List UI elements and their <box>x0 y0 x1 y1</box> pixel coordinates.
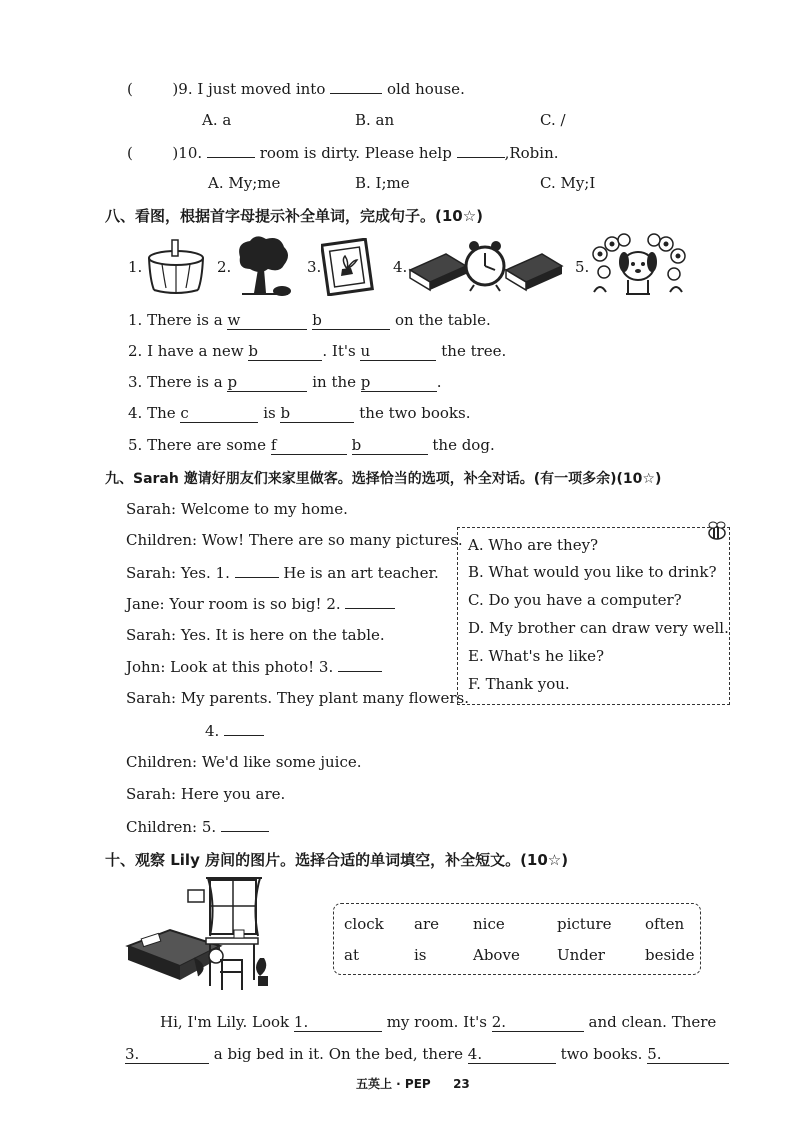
passage-line-1: Hi, I'm Lily. Look 1. my room. It's 2. and clean. There <box>160 1013 717 1031</box>
dialog-line-5: Sarah: Yes. It is here on the table. <box>126 626 385 644</box>
dialog-line-6: John: Look at this photo! 3. <box>126 657 382 676</box>
dialog-line-4: Jane: Your room is so big! 2. <box>126 594 395 613</box>
s8-sentence-3: 3. There is a p in the p . <box>128 373 442 391</box>
table-icon <box>144 236 208 298</box>
dialog-line-2: Children: Wow! There are so many pictures. <box>126 531 463 549</box>
dialog-blank-1[interactable] <box>235 563 279 578</box>
s8-sentence-2: 2. I have a new b . It's u the tree. <box>128 342 507 360</box>
word-clock: clock <box>344 915 384 933</box>
dialog-line-7: Sarah: My parents. They plant many flowers. <box>126 689 469 707</box>
q10-blank-2[interactable] <box>457 143 505 158</box>
page-number: 23 <box>453 1077 470 1091</box>
word-under: Under <box>557 946 605 964</box>
q9-option-a: A. a <box>202 111 232 129</box>
q9-answer-blank[interactable] <box>330 79 382 94</box>
passage-blank-5[interactable]: 5. <box>647 1045 729 1064</box>
q10-blank-1[interactable] <box>207 143 255 158</box>
section8-title: 八、看图，根据首字母提示补全单词，完成句子。(10☆) <box>105 207 484 225</box>
dog-and-flowers-icon <box>590 232 686 298</box>
word-bank-box <box>333 903 701 975</box>
s8-q1-blank-w[interactable]: w <box>227 311 307 330</box>
s8-q2-blank-b[interactable]: b <box>248 342 322 361</box>
dialog-blank-3[interactable] <box>338 657 382 672</box>
s8-sentence-4: 4. The c is b the two books. <box>128 404 471 422</box>
pic-label-5: 5. <box>575 258 590 276</box>
word-are: are <box>414 915 439 933</box>
s8-q4-blank-b[interactable]: b <box>280 404 354 423</box>
dialog-option-f: F. Thank you. <box>468 675 570 693</box>
pic-label-3: 3. <box>307 258 322 276</box>
section9-title: 九、Sarah 邀请好朋友们来家里做客。选择恰当的选项，补全对话。(有一项多余)(10☆) <box>105 471 662 487</box>
word-nice: nice <box>473 915 505 933</box>
s8-q1-blank-b[interactable]: b <box>312 311 390 330</box>
page-footer <box>356 1075 470 1092</box>
q9-paren: ( <box>127 80 133 98</box>
passage-blank-4[interactable]: 4. <box>468 1045 556 1064</box>
dialog-line-8: 4. <box>205 721 264 740</box>
dialog-blank-2[interactable] <box>345 594 395 609</box>
dialog-line-1: Sarah: Welcome to my home. <box>126 500 348 518</box>
tree-icon <box>232 233 294 297</box>
s8-sentence-5: 5. There are some f b the dog. <box>128 436 495 454</box>
q10-stem-post: ,Robin. <box>504 144 559 162</box>
dialog-option-a: A. Who are they? <box>468 536 599 554</box>
passage-blank-3[interactable]: 3. <box>125 1045 209 1064</box>
q10-option-a: A. My;me <box>208 174 281 192</box>
picture-frame-icon <box>321 238 377 296</box>
books-and-clock-icon <box>404 236 564 296</box>
passage-blank-2[interactable]: 2. <box>492 1013 584 1032</box>
word-at: at <box>344 946 359 964</box>
q10-line <box>127 143 559 162</box>
lily-room-illustration <box>124 876 274 998</box>
word-beside: beside <box>645 946 695 964</box>
passage-line-2: 3. a big bed in it. On the bed, there 4. two books. 5. <box>125 1045 729 1064</box>
s8-q4-blank-c[interactable]: c <box>180 404 258 423</box>
word-picture: picture <box>557 915 612 933</box>
word-above: Above <box>473 946 520 964</box>
q9-number: )9. <box>172 80 193 98</box>
word-often: often <box>645 915 685 933</box>
dialog-option-c: C. Do you have a computer? <box>468 591 682 609</box>
bee-icon <box>704 520 730 542</box>
dialog-line-11: Children: 5. <box>126 817 269 836</box>
dialog-option-d: D. My brother can draw very well. <box>468 619 729 637</box>
dialog-blank-4[interactable] <box>224 721 264 736</box>
q9-option-b: B. an <box>355 111 395 129</box>
dialog-blank-5[interactable] <box>221 817 269 832</box>
passage-blank-1[interactable]: 1. <box>294 1013 382 1032</box>
pic-label-1: 1. <box>128 258 143 276</box>
section10-title: 十、观察 Lily 房间的图片。选择合适的单词填空，补全短文。(10☆) <box>105 851 569 869</box>
dialog-line-3: Sarah: Yes. 1. He is an art teacher. <box>126 564 439 582</box>
q9-line <box>127 79 465 98</box>
dialog-line-9: Children: We'd like some juice. <box>126 753 362 771</box>
dialog-option-b: B. What would you like to drink? <box>468 563 717 581</box>
s8-q3-blank-p2[interactable]: p <box>361 373 437 392</box>
q10-number: )10. <box>172 144 203 162</box>
s8-q5-blank-f[interactable]: f <box>271 436 347 455</box>
s8-q5-blank-b[interactable]: b <box>352 436 428 455</box>
q10-stem-mid: room is dirty. Please help <box>259 144 452 162</box>
dialog-option-e: E. What's he like? <box>468 647 605 665</box>
footer-book-label: 五英上 · PEP <box>356 1077 431 1091</box>
q10-option-c: C. My;I <box>540 174 596 192</box>
s8-q2-blank-u[interactable]: u <box>360 342 436 361</box>
pic-label-2: 2. <box>217 258 232 276</box>
q9-stem-post: old house. <box>386 80 465 98</box>
pic-label-4: 4. <box>393 258 408 276</box>
q9-stem-pre: I just moved into <box>197 80 326 98</box>
q9-option-c: C. / <box>540 111 566 129</box>
dialog-line-10: Sarah: Here you are. <box>126 785 286 803</box>
word-is: is <box>414 946 427 964</box>
s8-sentence-1: 1. There is a w b on the table. <box>128 311 491 329</box>
q10-paren: ( <box>127 144 133 162</box>
s8-q3-blank-p1[interactable]: p <box>227 373 307 392</box>
q10-option-b: B. I;me <box>355 174 410 192</box>
